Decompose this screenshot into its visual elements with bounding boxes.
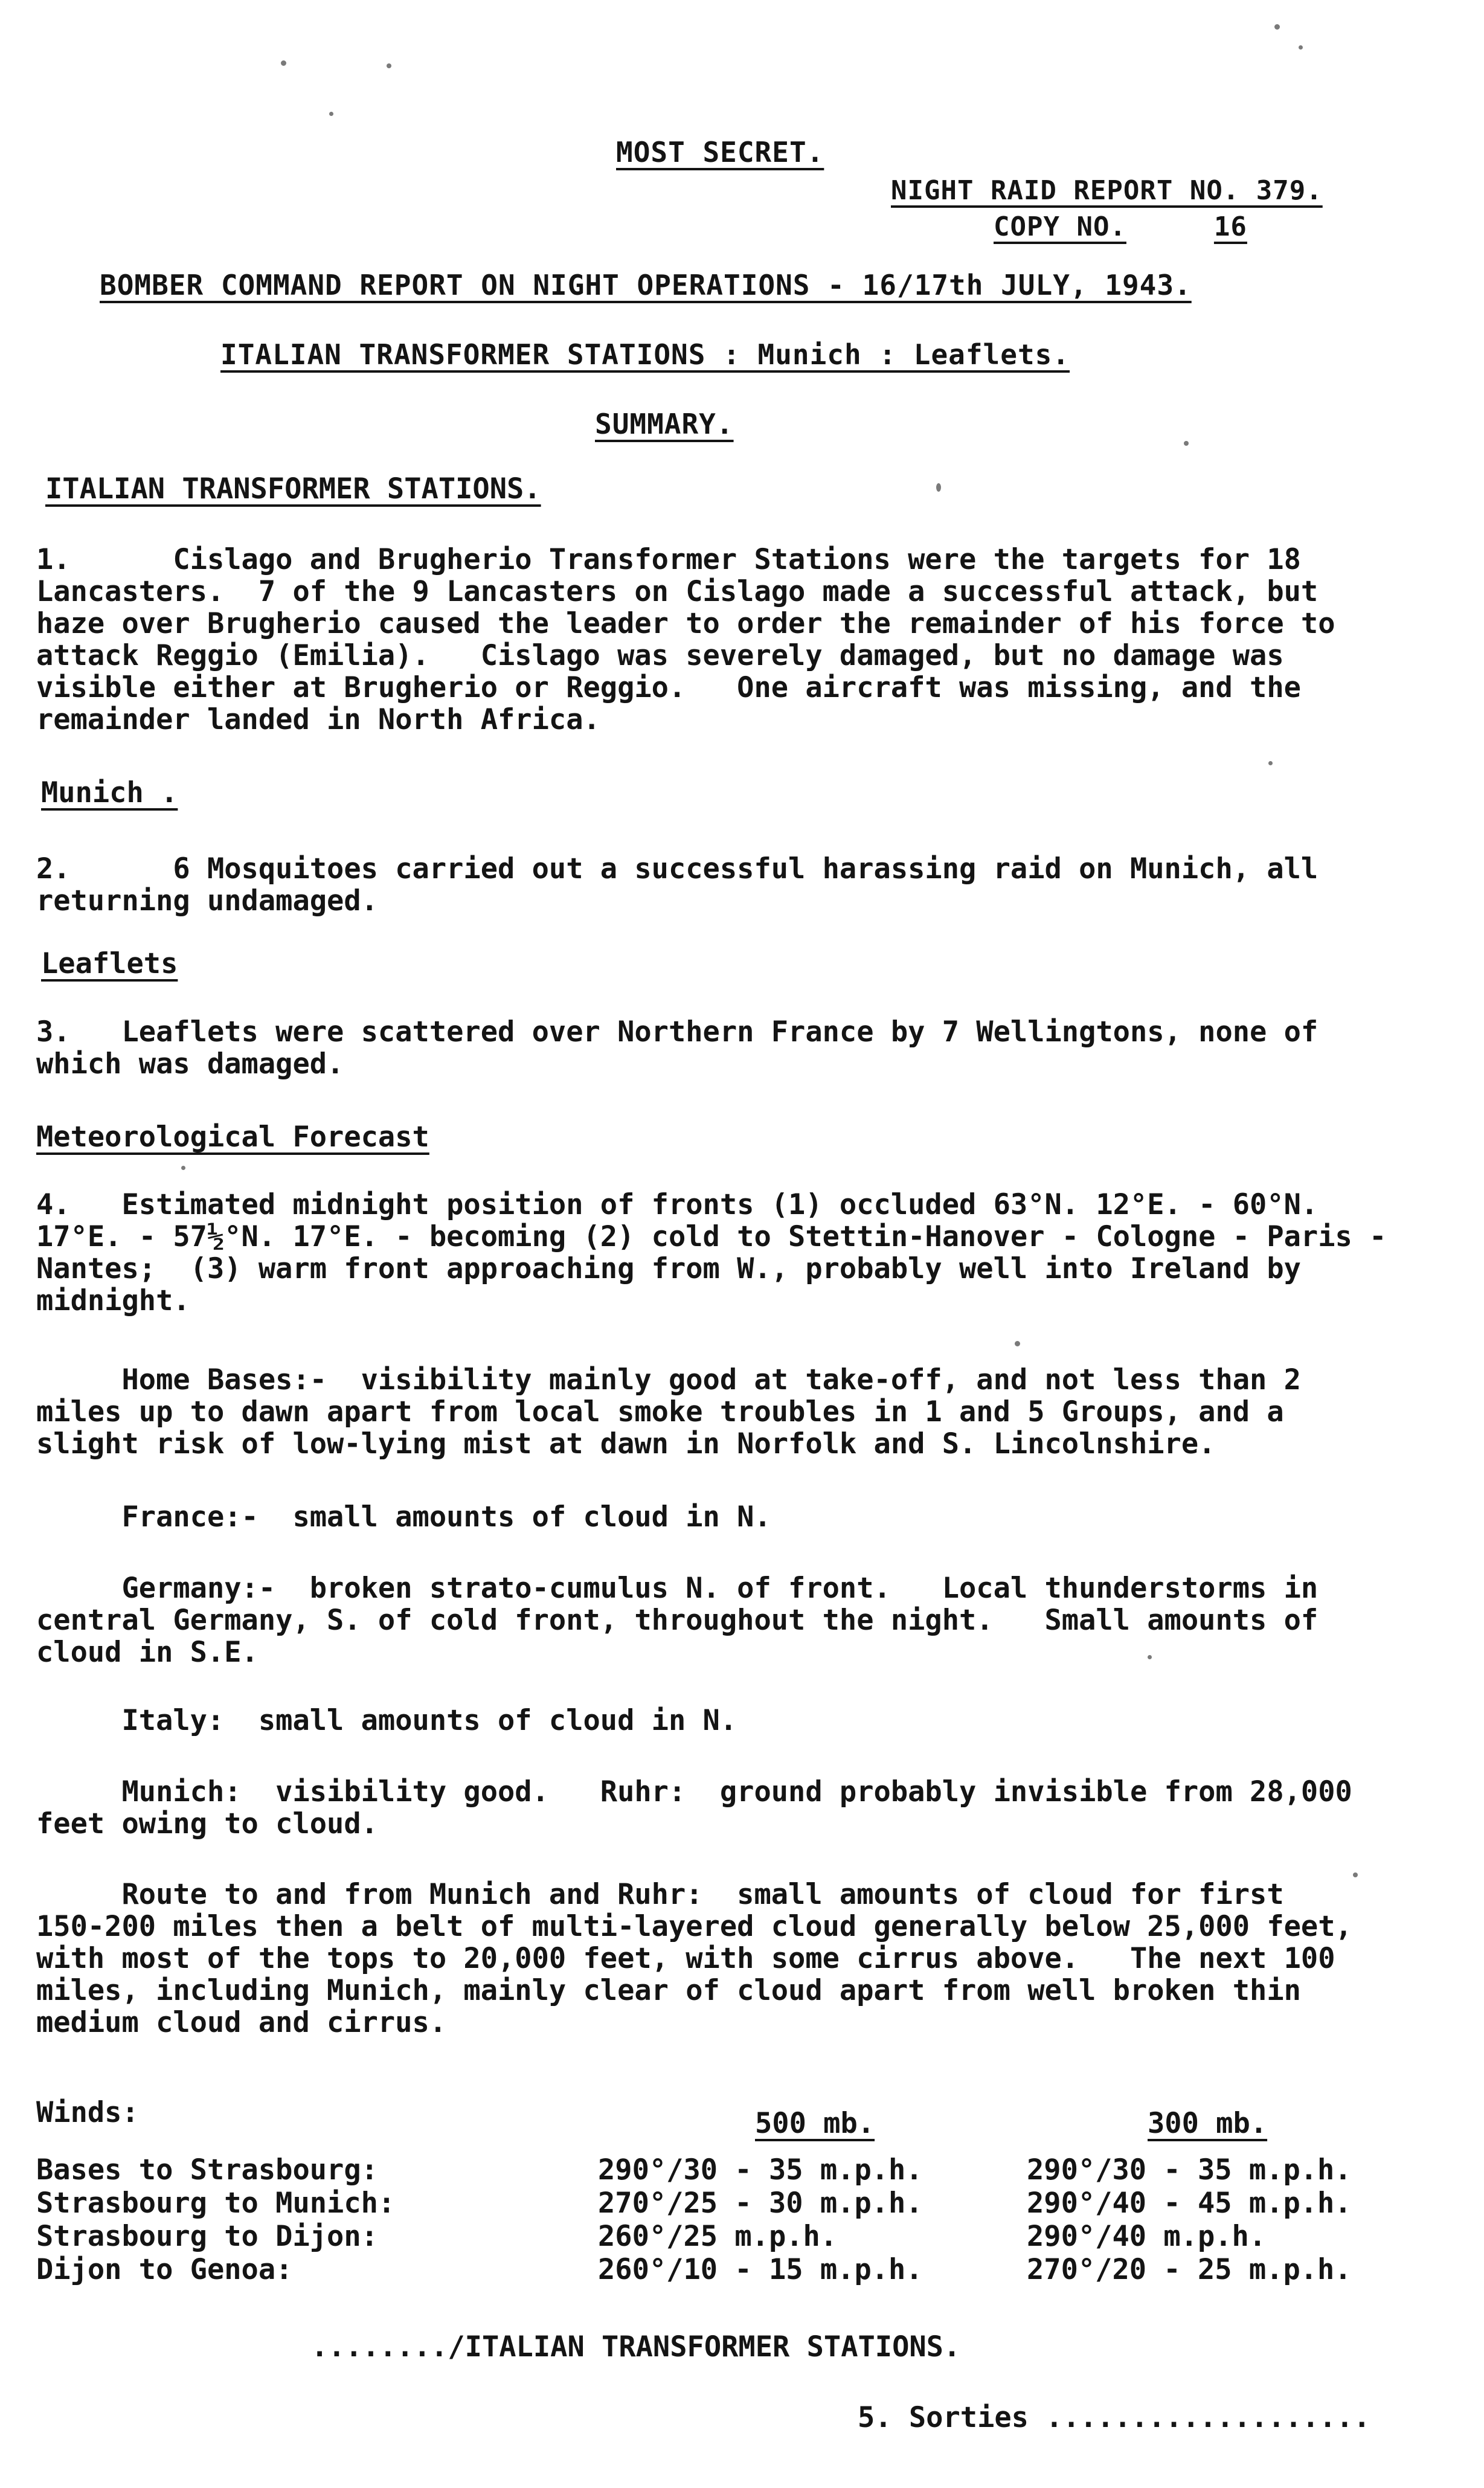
classification-marking: MOST SECRET. (616, 136, 824, 169)
winds-row: Strasbourg to Munich: 270°/25 - 30 m.p.h. 290°/40 - 45 m.p.h. (36, 2187, 1352, 2220)
winds-col-500: 500 mb. (755, 2107, 875, 2140)
section-heading-leaflets: Leaflets (41, 947, 178, 980)
forecast-route: Route to and from Munich and Ruhr: small amounts of cloud for first 150-200 miles then a belt of multi-layered cloud generally below 25,000 feet, with most of the tops to 20,000 feet, with some cirrus above. The next 100 miles, including Munich, mainly clear of cloud apart from well broken thin medium cloud and cirrus. (36, 1878, 1352, 2039)
scan-speck (1274, 24, 1280, 30)
forecast-home-bases: Home Bases:- visibility mainly good at take-off, and not less than 2 miles up to dawn apart from local smoke troubles in 1 and 5 Groups, and a slight risk of low-lying mist at dawn in Norfolk and S. Lincolnshire. (36, 1363, 1301, 1461)
scan-speck (1353, 1872, 1358, 1877)
forecast-germany: Germany:- broken strato-cumulus N. of front. Local thunderstorms in central Germany, S. of cold front, throughout the night. Small amounts of cloud in S.E. (36, 1572, 1319, 1669)
forecast-munich-ruhr: Munich: visibility good. Ruhr: ground probably invisible from 28,000 feet owing to cloud. (36, 1775, 1352, 1840)
scan-speck (1015, 1341, 1020, 1346)
winds-col-300: 300 mb. (1148, 2107, 1268, 2140)
paragraph-4: 4. Estimated midnight position of fronts (1) occluded 63°N. 12°E. - 60°N. 17°E. - 57½°N. 17°E. - becoming (2) cold to Stettin-Hanover - Cologne - Paris - Nantes; (3) warm front approaching from W., probably well into Ireland by midnight. (36, 1188, 1387, 1317)
scan-speck (1184, 441, 1189, 446)
scan-speck (281, 60, 286, 66)
scan-speck (329, 112, 333, 116)
forecast-italy: Italy: small amounts of cloud in N. (36, 1704, 737, 1737)
scan-speck (1299, 45, 1303, 50)
winds-label: Winds: (36, 2096, 139, 2129)
winds-row: Dijon to Genoa: 260°/10 - 15 m.p.h. 270°/20 - 25 m.p.h. (36, 2253, 1352, 2286)
copy-number-label: COPY NO. (994, 211, 1126, 242)
scan-speck (1268, 761, 1273, 765)
winds-header-row (36, 2096, 1444, 2153)
paragraph-1: 1. Cislago and Brugherio Transformer Stations were the targets for 18 Lancasters. 7 of the 9 Lancasters on Cislago made a successful attack, but haze over Brugherio caused the leader to order the remainder of his force to attack Reggio (Emilia). Cislago was severely damaged, but no damage was visible either at Brugherio or Reggio. One aircraft was missing, and the remainder landed in North Africa. (36, 543, 1335, 736)
scan-speck (181, 1166, 185, 1170)
scan-speck (387, 63, 391, 68)
paragraph-3: 3. Leaflets were scattered over Northern France by 7 Wellingtons, none of which was damaged. (36, 1015, 1319, 1081)
continuation-line: ......../ITALIAN TRANSFORMER STATIONS. (311, 2330, 961, 2364)
winds-row: Bases to Strasbourg: 290°/30 - 35 m.p.h. 290°/30 - 35 m.p.h. (36, 2153, 1352, 2187)
winds-table (36, 2096, 1444, 2286)
document-subtitle: ITALIAN TRANSFORMER STATIONS : Munich : Leaflets. (220, 338, 1070, 371)
scan-speck (1148, 1655, 1152, 1659)
copy-number-value: 16 (1213, 211, 1247, 242)
document-title: BOMBER COMMAND REPORT ON NIGHT OPERATIONS - 16/17th JULY, 1943. (100, 269, 1192, 301)
section-heading-italian: ITALIAN TRANSFORMER STATIONS. (45, 472, 541, 506)
scan-speck (936, 483, 941, 492)
forecast-france: France:- small amounts of cloud in N. (36, 1500, 771, 1534)
paragraph-2: 2. 6 Mosquitoes carried out a successful harassing raid on Munich, all returning undamaged. (36, 852, 1319, 918)
section-heading-munich: Munich . (41, 776, 178, 809)
section-heading-met: Meteorological Forecast (36, 1120, 429, 1154)
next-page-catchword: 5. Sorties ................... (858, 2401, 1370, 2434)
report-number: NIGHT RAID REPORT NO. 379. (891, 175, 1323, 206)
winds-row: Strasbourg to Dijon: 260°/25 m.p.h. 290°/40 m.p.h. (36, 2220, 1267, 2253)
copy-number (994, 211, 1348, 242)
summary-heading: SUMMARY. (595, 408, 734, 440)
